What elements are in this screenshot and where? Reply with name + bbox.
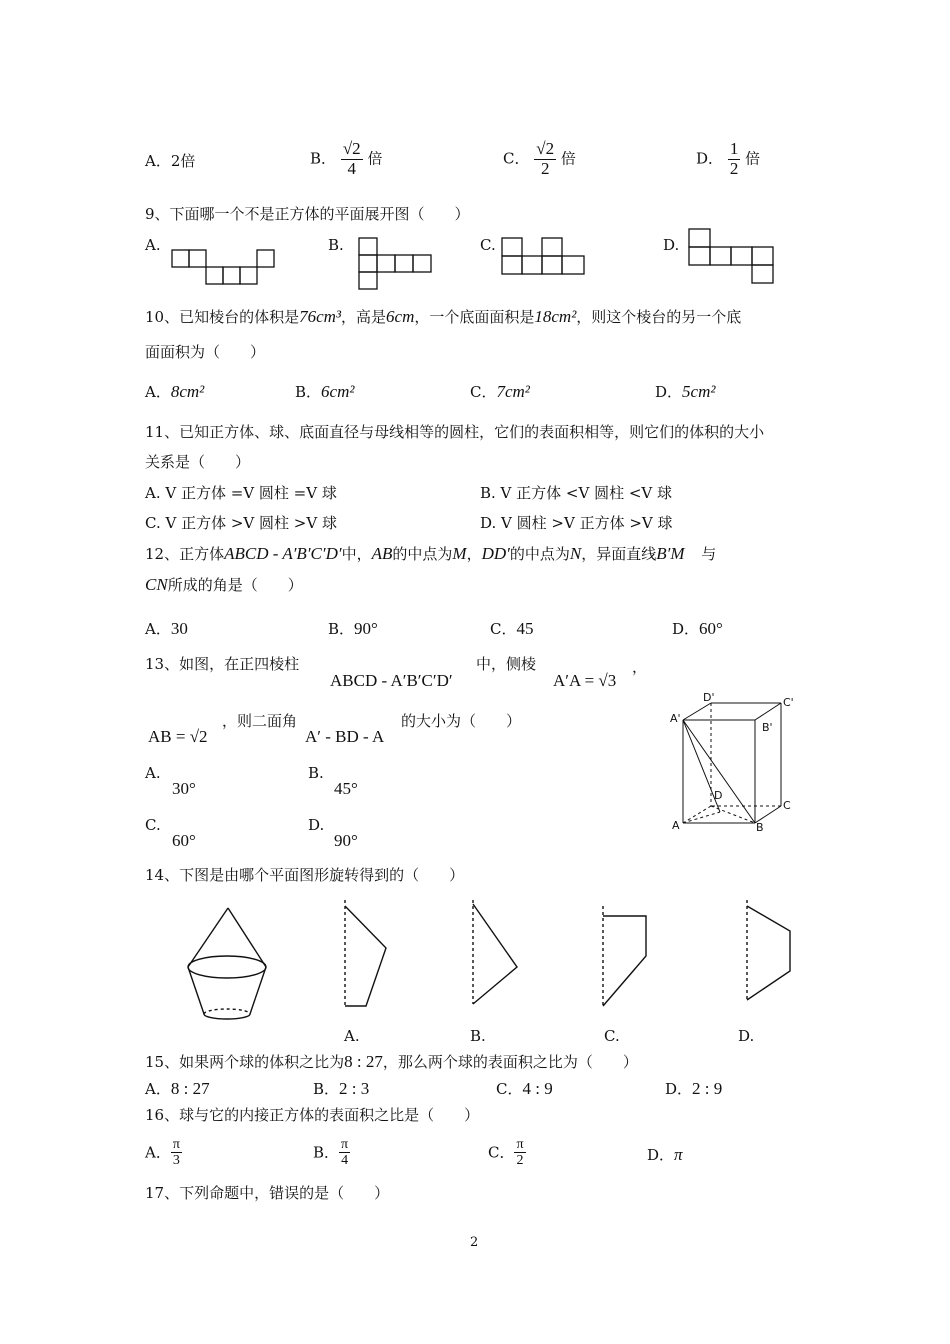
q13-option-c-val[interactable]: 60° [172,831,196,850]
q11-option-b[interactable]: B. V 正方体 <V 圆柱 <V 球 [480,484,673,502]
q15-option-c[interactable] [496,1080,553,1097]
net-c [502,238,584,274]
q12-a: 12、正方体 [145,545,225,563]
q12-h: 所成的角是（ ） [167,576,303,594]
q8-c-label: C． [503,149,530,168]
q16-option-b[interactable] [313,1137,350,1169]
q14-label-b[interactable]: B. [470,1027,486,1045]
q10-d: ，则这个棱台的另一个底 [576,308,742,326]
q13-prism-figure [665,688,815,848]
q13-label-d1: D' [703,691,715,704]
q15-option-d[interactable] [665,1080,722,1097]
q16-a-label: A． [145,1143,171,1162]
net-a [172,250,274,284]
q8-c-den: 2 [540,158,550,178]
q15-d-label: D． [665,1080,693,1098]
q13-option-c-label[interactable]: C. [145,816,161,834]
q8-c-bei: 倍 [560,149,576,168]
q10-volume: 76cm³ [299,307,342,326]
q8-d-bei: 倍 [745,149,761,168]
q12-g: 与 [701,545,717,563]
q8-d-den: 2 [729,158,739,178]
q12-dd: DD′ [481,544,510,563]
shape-a [345,900,386,1006]
q8-d-label: D． [696,149,724,168]
q12-line1 [145,545,716,562]
q16-d-val: π [674,1145,683,1164]
q16-stem: 16、球与它的内接正方体的表面积之比是（ ） [145,1106,480,1124]
q15-a-val: 8 : 27 [170,1079,210,1098]
q14-figures [180,900,840,1040]
page-number: 2 [470,1235,479,1250]
q12-cube: ABCD - A′B′C′D′ [224,544,342,563]
q12-a-label: A． [145,620,171,638]
q15-a-label: A． [145,1080,171,1098]
q9-label-d[interactable]: D. [663,236,680,254]
q8-a-text: A．2倍 [145,152,196,170]
q12-e: 的中点为 [509,545,570,563]
q11-option-c[interactable]: C. V 正方体 >V 圆柱 >V 球 [145,514,337,532]
q15-b: ，那么两个球的表面积之比为（ ） [382,1053,638,1071]
q10-d-val: 5cm² [682,382,716,401]
shape-c [603,906,646,1006]
q16-c-den: 2 [516,1153,524,1169]
q10-b: ，高是 [341,308,387,326]
q13-prism: ABCD - A′B′C′D′ [330,671,453,690]
q13-option-a-label[interactable]: A. [145,764,161,782]
q10-a-val: 8cm² [170,382,205,401]
q12-b: 中， [341,545,372,563]
q10-b-val: 6cm² [321,382,355,401]
q16-option-a[interactable] [145,1137,182,1169]
q10-b-label: B． [295,383,322,401]
q14-label-c[interactable]: C. [604,1027,620,1045]
q9-nets [0,0,950,300]
q12-n: N [569,544,582,563]
q12-bm: B′M [656,544,685,563]
q13-option-d-label[interactable]: D. [308,816,325,834]
q13-option-d-val[interactable]: 90° [334,831,358,850]
q9-stem: 9、下面哪一个不是正方体的平面展开图（ ） [145,205,470,223]
q8-b-label: B． [310,149,337,168]
q15-d-val: 2 : 9 [692,1079,723,1098]
q8-c-num: √2 [536,139,555,158]
q15-c-label: C． [496,1080,523,1098]
q11-option-d[interactable]: D. V 圆柱 >V 正方体 >V 球 [480,514,673,532]
q12-ab: AB [371,544,393,563]
q14-stem: 14、下图是由哪个平面图形旋转得到的（ ） [145,866,465,884]
q13-label-d: D [714,789,723,802]
q11-line1: 11、已知正方体、球、底面直径与母线相等的圆柱，它们的表面积相等，则它们的体积的大小 [145,423,765,441]
q13-label-c: C [783,799,791,812]
q14-label-a[interactable]: A. [344,1027,360,1045]
q15-ratio: 8 : 27 [344,1052,383,1071]
q16-a-num: π [172,1137,180,1152]
net-d [689,229,773,283]
q12-option-d[interactable] [672,620,723,637]
q14-label-d[interactable]: D. [738,1027,755,1045]
q12-option-c[interactable] [490,620,533,637]
q13-label-a: A [672,819,680,832]
q13-comma: ， [632,658,648,676]
q16-option-d[interactable] [647,1146,683,1163]
q8-b-num: √2 [342,139,361,158]
q8-b-den: 4 [347,158,356,178]
q10-option-d[interactable] [655,383,715,400]
shape-d [747,900,790,1000]
q16-b-num: π [341,1137,349,1152]
q13-option-a-val[interactable]: 30° [172,779,196,798]
q12-c-val: 45 [516,619,534,638]
q10-c: ，一个底面面积是 [414,308,535,326]
q10-a-label: A． [145,383,171,401]
q12-d-val: 60° [699,619,723,638]
q13-ab: AB = √2 [148,727,208,746]
q13-label-c1: C' [783,696,794,709]
q12-d-label: D． [672,620,700,638]
q13-a: 13、如图，在正四棱柱 [145,655,300,673]
q16-c-frac [514,1137,525,1169]
q16-a-den: 3 [172,1153,180,1169]
q17-stem: 17、下列命题中，错误的是（ ） [145,1184,390,1202]
q16-c-num: π [516,1137,524,1152]
q12-option-b[interactable] [328,620,378,637]
q12-m: M [452,544,467,563]
q12-a-val: 30 [170,619,188,638]
q12-line2 [145,576,303,593]
solid-of-revolution [188,908,266,1019]
q15-b-label: B． [313,1080,340,1098]
q10-option-b[interactable] [295,383,354,400]
q10-c-val: 7cm² [496,382,530,401]
q15-option-a[interactable] [145,1080,210,1097]
q13-edge: A′A = √3 [553,671,617,690]
q13-angle: A′ - BD - A [305,727,385,746]
q15-a: 15、如果两个球的体积之比为 [145,1053,345,1071]
q16-d-label: D． [647,1146,675,1164]
q13-label-a1: A' [670,712,681,725]
q9-label-a[interactable]: A. [145,236,161,254]
q9-label-c[interactable]: C. [480,236,496,254]
q13-label-b1: B' [762,721,773,734]
q10-a: 10、已知棱台的体积是 [145,308,300,326]
q10-area: 18cm² [534,307,577,326]
q13-c: ，则二面角 [222,712,298,730]
q15-c-val: 4 : 9 [522,1079,553,1098]
q16-b-label: B． [313,1143,340,1162]
q13-option-b-label[interactable]: B. [308,764,324,782]
q10-option-c[interactable] [470,383,530,400]
q15-option-b[interactable] [313,1080,369,1097]
q13-d: 的大小为（ ） [401,712,522,730]
q16-a-frac [171,1137,182,1169]
q15-b-val: 2 : 3 [339,1079,370,1098]
q11-line2: 关系是（ ） [145,453,251,471]
q9-label-b[interactable]: B. [328,236,344,254]
q8-b-bei: 倍 [367,149,383,168]
q16-option-c[interactable] [488,1137,526,1169]
q10-line1 [145,308,741,325]
q13-label-b: B [756,821,764,834]
q12-c: 的中点为 [392,545,453,563]
q10-line2: 面面积为（ ） [145,343,266,361]
q12-b-label: B． [328,620,355,638]
q10-d-label: D． [655,383,683,401]
q12-c-label: C． [490,620,517,638]
q8-d-num: 1 [729,139,739,158]
q16-c-label: C． [488,1143,515,1162]
q11-option-a[interactable]: A. V 正方体 =V 圆柱 =V 球 [145,484,337,502]
q10-option-a[interactable] [145,383,204,400]
q16-b-den: 4 [341,1153,349,1169]
shape-b [473,900,517,1004]
q15-stem [145,1053,638,1070]
q10-height: 6cm [386,307,415,326]
q16-b-frac [339,1137,350,1169]
q13-b: 中，侧棱 [476,655,537,673]
q10-c-label: C． [470,383,497,401]
q12-option-a[interactable] [145,620,188,637]
net-b [359,238,431,289]
q13-option-b-val[interactable]: 45° [334,779,358,798]
q12-f: ，异面直线 [581,545,657,563]
q12-d: ， [466,545,482,563]
q12-cn: CN [145,575,168,594]
q12-b-val: 90° [354,619,378,638]
